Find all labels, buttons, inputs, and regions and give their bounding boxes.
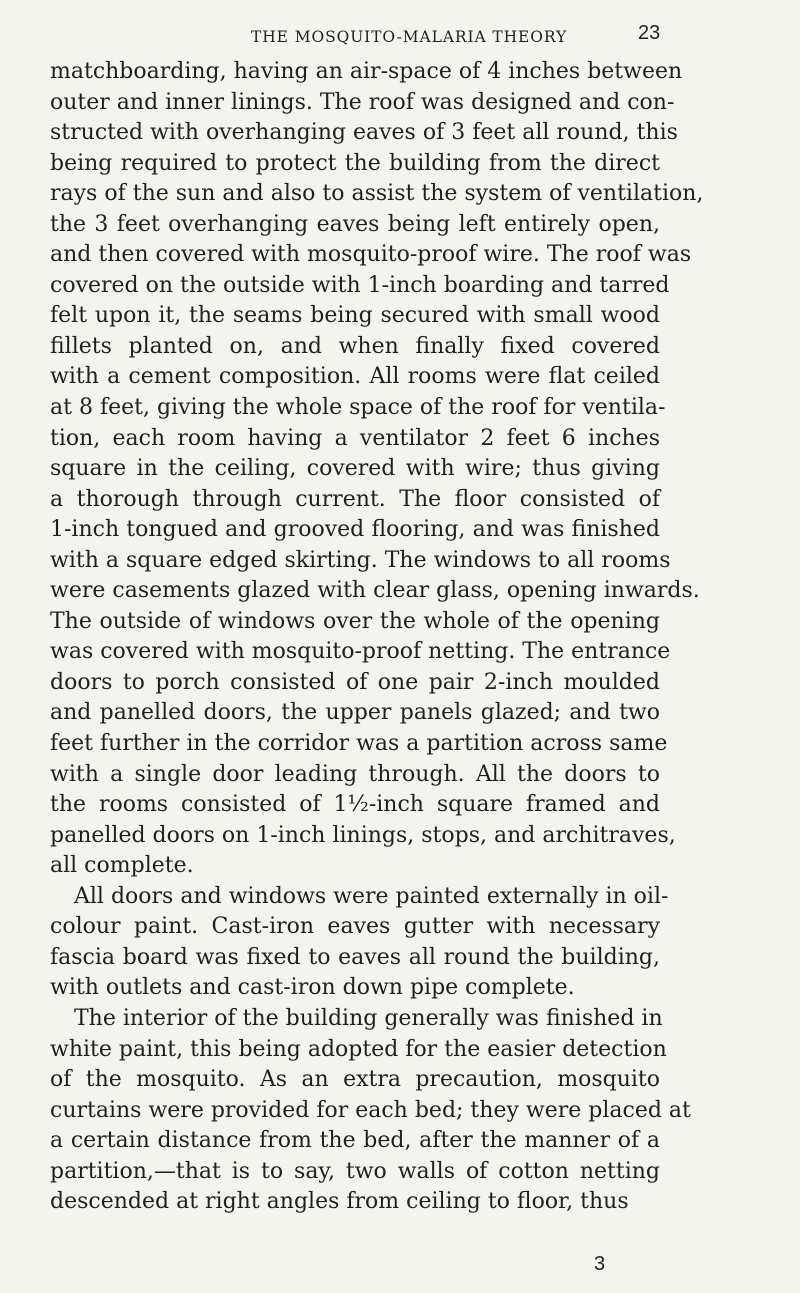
text-line: were casements glazed with clear glass, opening inwards. <box>50 578 700 604</box>
text-line: felt upon it, the seams being secured with small wood <box>50 303 660 329</box>
text-line: partition,—that is to say, two walls of cotton netting <box>50 1158 660 1184</box>
text-line: panelled doors on 1-inch linings, stops, and architraves, <box>50 822 676 848</box>
text-line: at 8 feet, giving the whole space of the roof for ventila- <box>50 395 666 421</box>
text-line: The outside of windows over the whole of the opening <box>50 608 660 634</box>
text-line: covered on the outside with 1-inch boarding and tarred <box>50 272 670 298</box>
text-line: rays of the sun and also to assist the system of ventilation, <box>50 181 704 207</box>
text-line: of the mosquito. As an extra precaution, mosquito <box>50 1067 660 1093</box>
text-line: and panelled doors, the upper panels glazed; and two <box>50 700 660 726</box>
text-line: and then covered with mosquito-proof wire. The roof was <box>50 242 692 268</box>
text-line: a certain distance from the bed, after the manner of a <box>50 1128 660 1154</box>
text-line: tion, each room having a ventilator 2 feet 6 inches <box>50 425 660 451</box>
text-line: matchboarding, having an air-space of 4 inches between <box>50 59 683 84</box>
text-line: outer and inner linings. The roof was designed and con- <box>50 89 675 115</box>
text-line: All doors and windows were painted externally in oil- <box>74 883 669 909</box>
running-head-title: THE MOSQUITO-MALARIA THEORY <box>251 28 568 46</box>
text-line: with a cement composition. All rooms were flat ceiled <box>50 364 660 390</box>
text-line: being required to protect the building from the direct <box>50 150 660 176</box>
text-line: all complete. <box>50 853 194 879</box>
body-text <box>50 57 704 1218</box>
text-line: the 3 feet overhanging eaves being left entirely open, <box>50 211 660 237</box>
text-line: feet further in the corridor was a partition across same <box>50 731 668 757</box>
running-head <box>0 22 800 52</box>
text-line: 1-inch tongued and grooved flooring, and was finished <box>50 517 660 543</box>
signature-mark: 3 <box>594 1253 606 1275</box>
text-line: structed with overhanging eaves of 3 feet all round, this <box>50 120 678 146</box>
text-line: The interior of the building generally was finished in <box>74 1005 663 1031</box>
text-line: fascia board was fixed to eaves all round the building, <box>50 944 660 970</box>
text-line: the rooms consisted of 1½-inch square framed and <box>50 792 660 818</box>
text-line: colour paint. Cast-iron eaves gutter with necessary <box>50 914 660 940</box>
text-line: fillets planted on, and when finally fixed covered <box>50 333 660 359</box>
text-line: white paint, this being adopted for the easier detection <box>50 1036 667 1062</box>
text-line: a thorough through current. The floor consisted of <box>50 486 660 512</box>
text-line: doors to porch consisted of one pair 2-inch moulded <box>50 669 660 695</box>
text-line: with a single door leading through. All the doors to <box>50 761 660 787</box>
text-line: was covered with mosquito-proof netting. The entrance <box>50 639 671 665</box>
text-line: square in the ceiling, covered with wire; thus giving <box>50 456 660 482</box>
text-line: with a square edged skirting. The windows to all rooms <box>50 547 671 573</box>
page-number: 23 <box>638 22 661 44</box>
text-line: with outlets and cast-iron down pipe complete. <box>50 975 575 1001</box>
text-line: descended at right angles from ceiling to floor, thus <box>50 1189 629 1215</box>
text-line: curtains were provided for each bed; they were placed at <box>50 1097 691 1123</box>
